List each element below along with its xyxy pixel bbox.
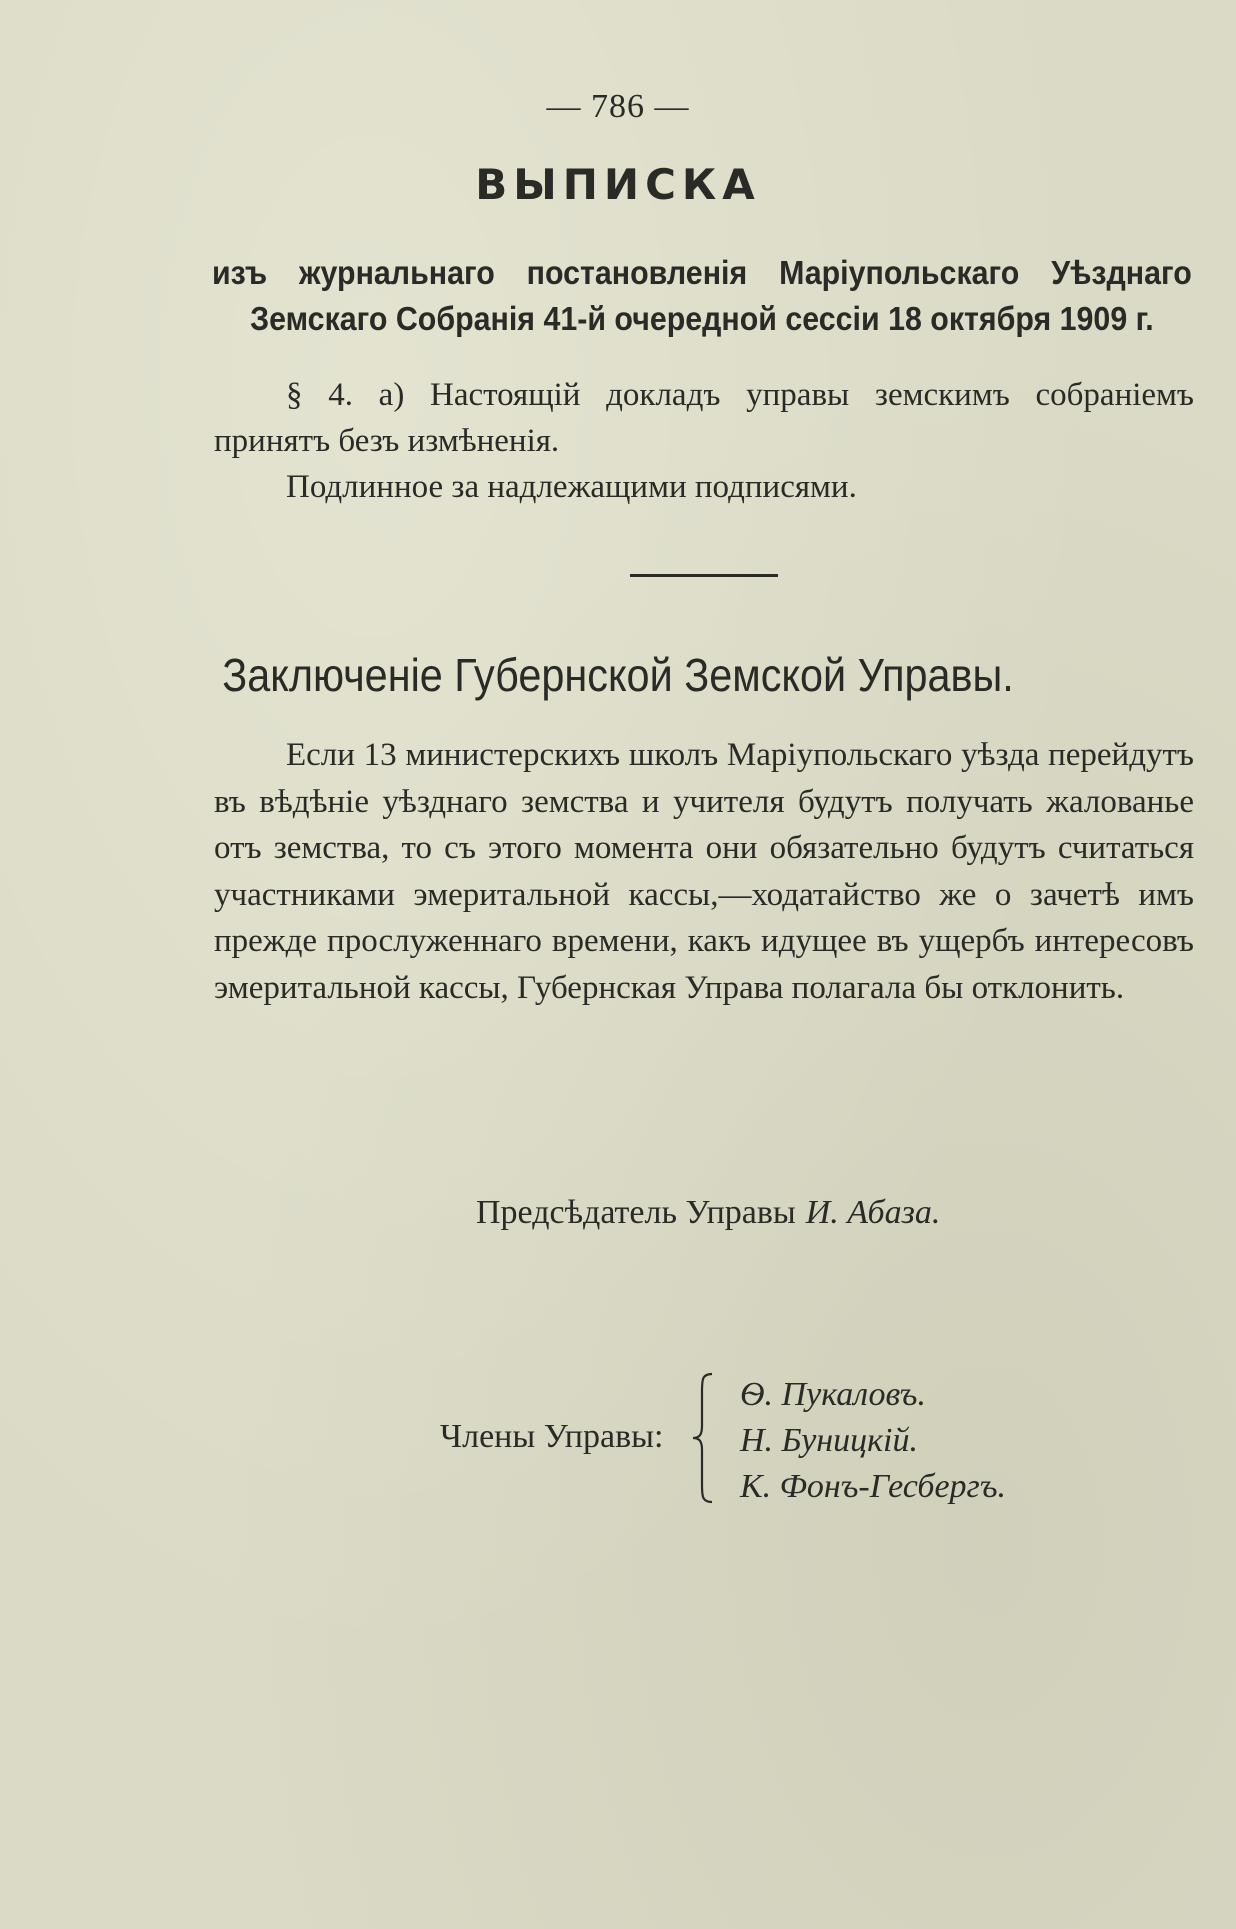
member-name: К. Фонъ-Гесбергъ.	[740, 1468, 1006, 1505]
chairman-name: И. Абаза.	[805, 1194, 941, 1231]
members-label: Члены Управы:	[440, 1418, 664, 1455]
decision-paragraph: § 4. а) Настоящій докладъ управы земскимъ собраніемъ принятъ безъ измѣненія.	[214, 377, 1194, 459]
section-divider	[630, 574, 778, 577]
section-title: Заключеніе Губернской Земской Управы.	[222, 649, 1014, 701]
original-signatures-note: Подлинное за надлежащими подписями.	[286, 469, 857, 505]
document-heading: ВЫПИСКА	[475, 160, 761, 209]
member-name: Ѳ. Пукаловъ.	[740, 1376, 926, 1413]
page-number: — 786 —	[546, 88, 690, 125]
member-name: Н. Буницкій.	[740, 1422, 919, 1459]
conclusion-paragraph: Если 13 министерскихъ школъ Маріупольскаго уѣзда перейдутъ въ вѣдѣніе уѣзднаго земства и учителя будутъ получать жалованье отъ земства, то съ этого момента они обязательно будутъ считаться участниками эмеритальной кассы,—ходатайство же о зачетѣ имъ прежде прослуженнаго времени, какъ идущее въ ущербъ интересовъ эмеритальной кассы, Губернская Управа полагала бы отклонить.	[214, 737, 1194, 1006]
chairman-signature	[476, 1194, 940, 1232]
curly-brace-icon	[690, 1372, 716, 1504]
document-subtitle: изъ журнальнаго постановленія Маріупольскаго Уѣзднаго Земскаго Собранія 41-й очередной сессіи 18 октября 1909 г.	[212, 254, 1192, 337]
chairman-title: Предсѣдатель Управы	[476, 1194, 796, 1231]
members-list	[740, 1372, 1006, 1510]
